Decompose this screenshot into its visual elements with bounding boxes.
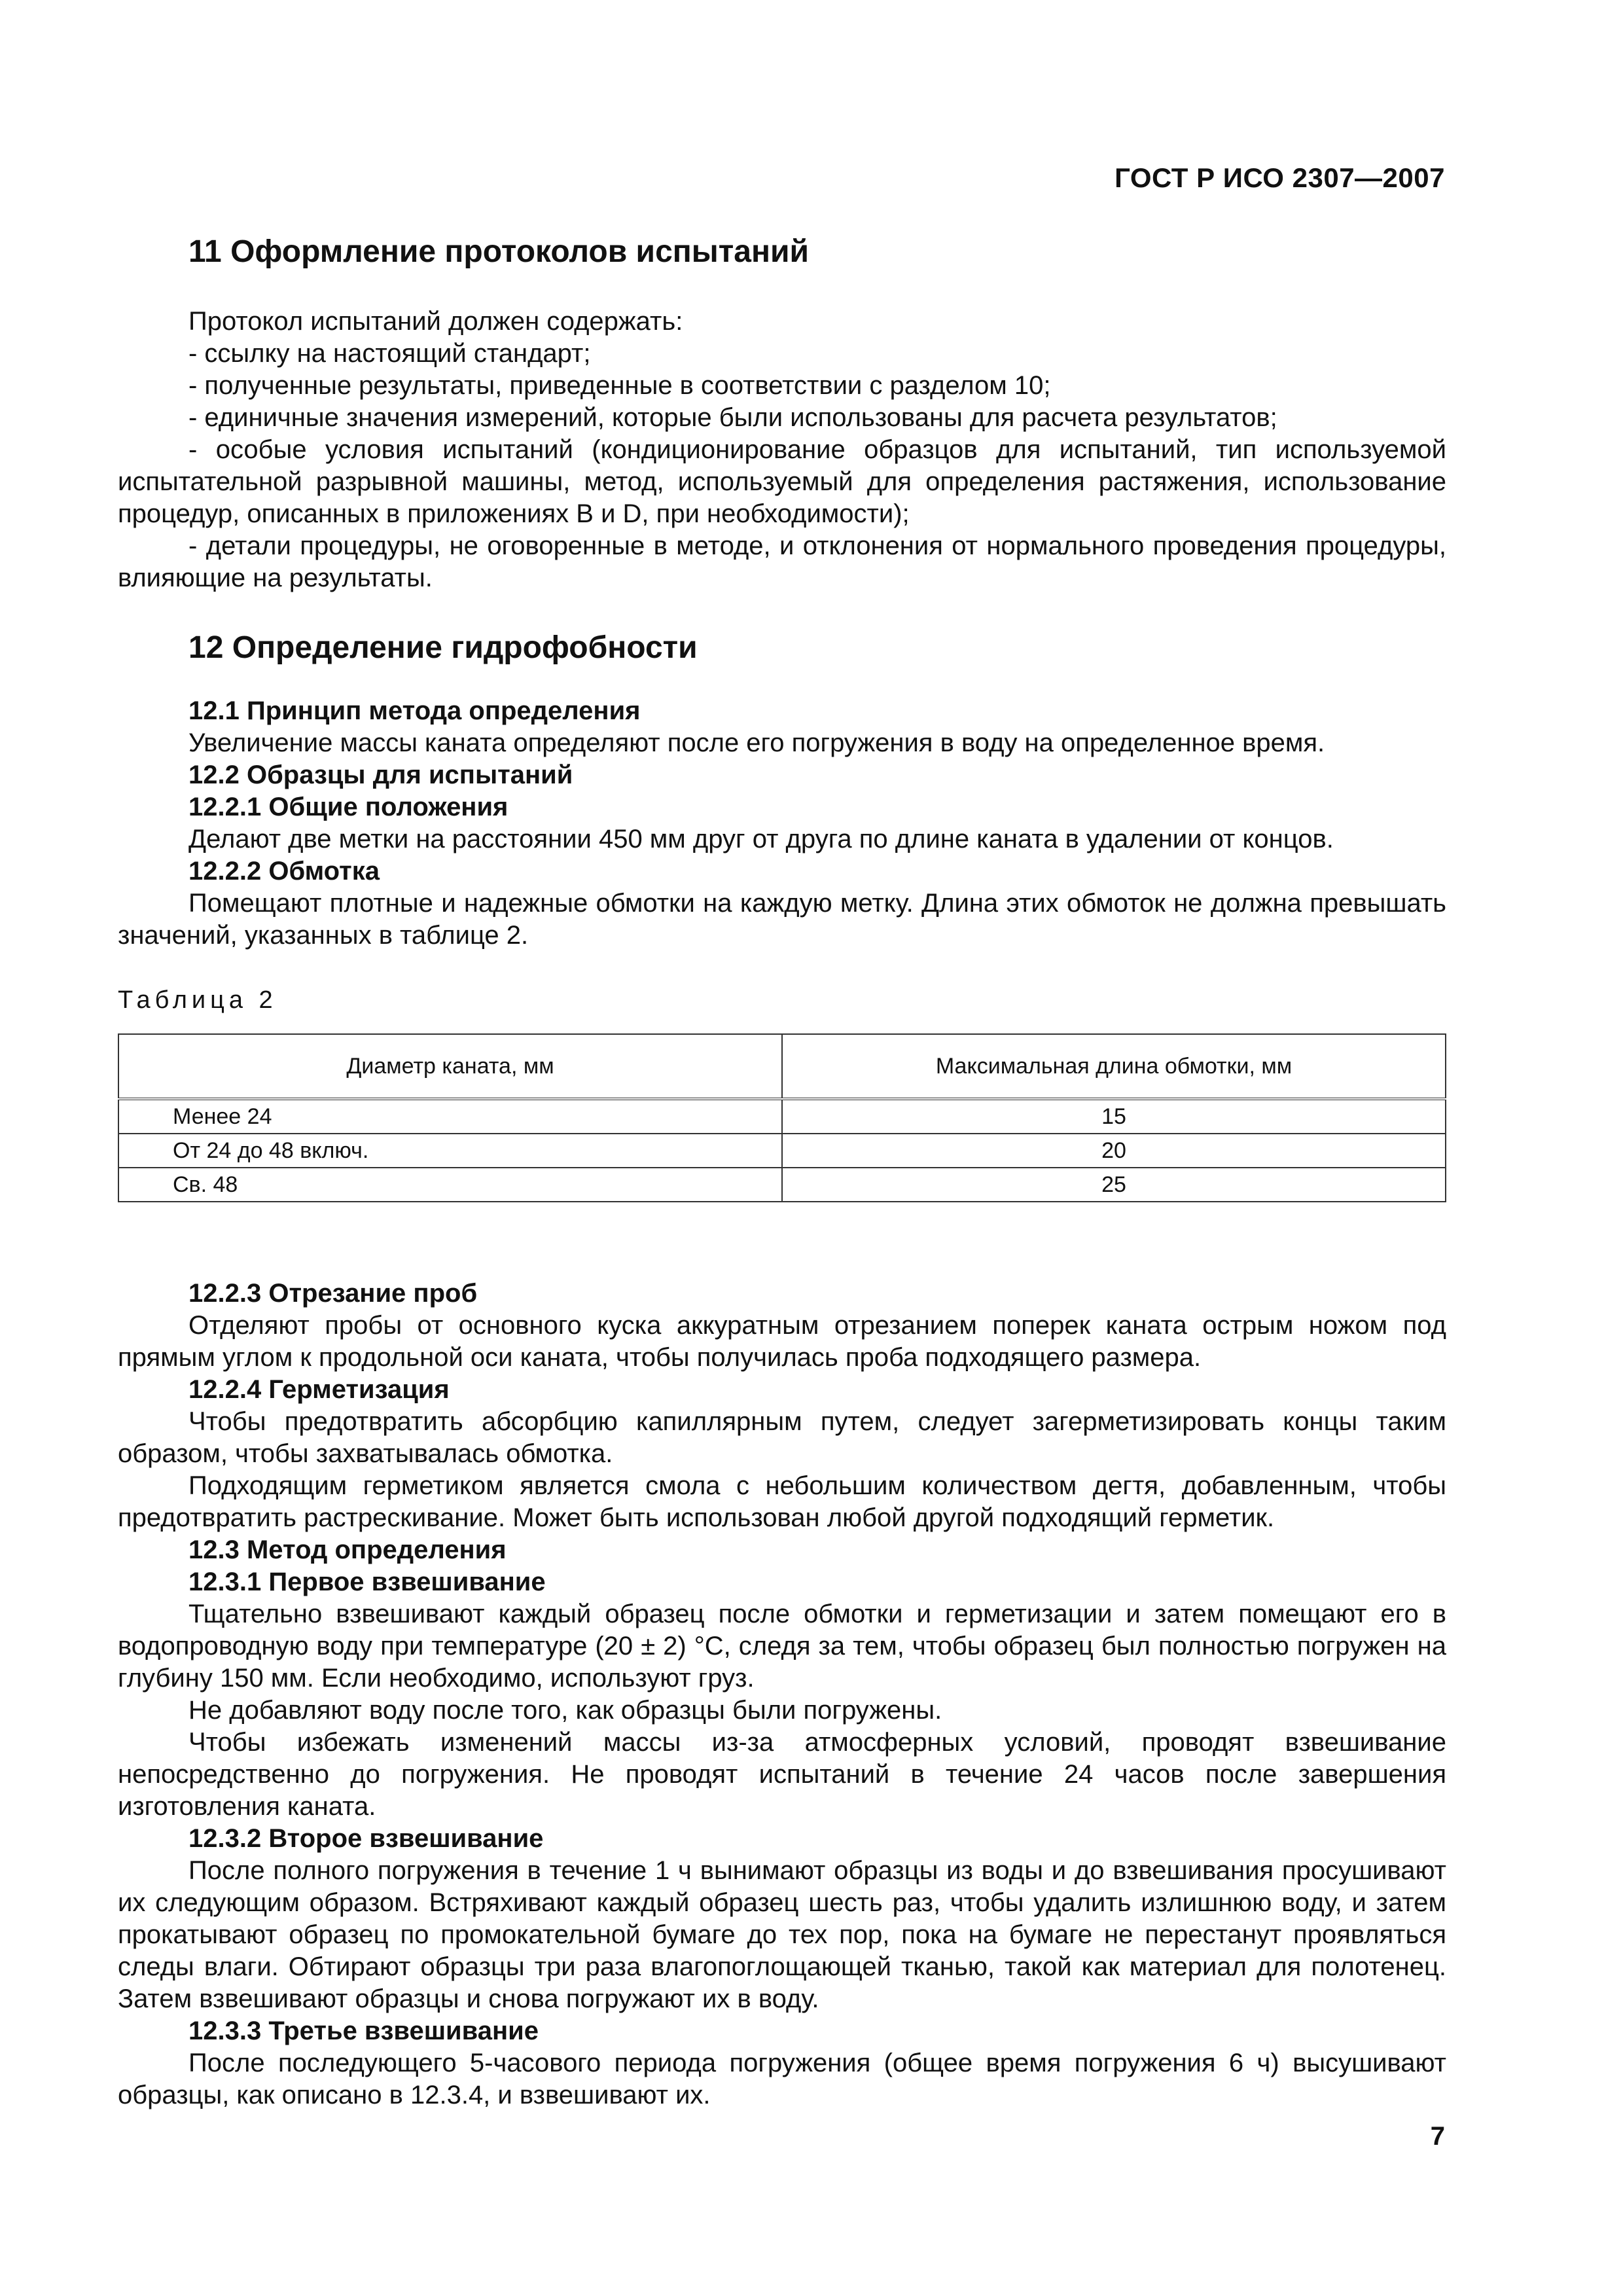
paragraph: Делают две метки на расстоянии 450 мм друг от друга по длине каната в удалении от концов. — [188, 825, 1334, 853]
table-header-cell: Диаметр каната, мм — [118, 1034, 782, 1099]
table-caption: Таблица 2 — [118, 986, 277, 1014]
subsection-heading: 12.3 Метод определения — [188, 1535, 507, 1564]
table-header-cell: Максимальная длина обмотки, мм — [782, 1034, 1446, 1099]
document-code: ГОСТ Р ИСО 2307—2007 — [1115, 162, 1445, 193]
paragraph: После последующего 5-часового периода погружения (общее время погружения 6 ч) высушивают образцы, как описано в 12.3.4, и взвешивают их. — [118, 2049, 1446, 2109]
subsection-heading: 12.2 Образцы для испытаний — [188, 761, 573, 789]
table-row — [118, 1168, 1446, 1202]
paragraph: Чтобы избежать изменений массы из-за атмосферных условий, проводят взвешивание непосредственно до погружения. Не проводят испытаний в течение 24 часов после завершения изготовления каната. — [118, 1728, 1446, 1821]
table-2 — [118, 1033, 1446, 1202]
subsection-heading: 12.2.1 Общие положения — [188, 793, 508, 821]
table-cell: От 24 до 48 включ. — [118, 1134, 782, 1168]
page-content — [118, 232, 1446, 2111]
table-row — [118, 1099, 1446, 1134]
paragraph: Тщательно взвешивают каждый образец после обмотки и герметизации и затем помещают его в водопроводную воду при температуре (20 ± 2) °С, следя за тем, чтобы образец был полностью погружен на глубину 150 мм. Если необходимо, используют груз. — [118, 1600, 1446, 1693]
section-11-heading: 11 Оформление протоколов испытаний — [188, 234, 809, 269]
section-12-heading: 12 Определение гидрофобности — [188, 630, 698, 665]
paragraph: После полного погружения в течение 1 ч вынимают образцы из воды и до взвешивания просушивают их следующим образом. Встряхивают каждый образец шесть раз, чтобы удалить излишнюю воду, и затем прокатывают образец по промокательной бумаге до тех пор, пока на бумаге не перестанут проявляться следы влаги. Обтирают образцы три раза влагопоглощающей тканью, такой как материал для полотенец. Затем взвешивают образцы и снова погружают их в воду. — [118, 1856, 1446, 2013]
table-cell: 15 — [782, 1099, 1446, 1134]
paragraph: Отделяют пробы от основного куска аккуратным отрезанием поперек каната острым ножом под прямым углом к продольной оси каната, чтобы получилась проба подходящего размера. — [118, 1311, 1446, 1372]
subsection-heading: 12.2.2 Обмотка — [188, 857, 380, 886]
paragraph: Протокол испытаний должен содержать: — [188, 307, 683, 336]
subsection-heading: 12.2.3 Отрезание проб — [188, 1279, 478, 1308]
paragraph: Помещают плотные и надежные обмотки на каждую метку. Длина этих обмоток не должна превышать значений, указанных в таблице 2. — [118, 889, 1446, 950]
subsection-heading: 12.3.2 Второе взвешивание — [188, 1824, 544, 1853]
subsection-heading: 12.2.4 Герметизация — [188, 1375, 450, 1404]
paragraph: Не добавляют воду после того, как образцы были погружены. — [188, 1696, 942, 1725]
list-item: - детали процедуры, не оговоренные в методе, и отклонения от нормального проведения процедуры, влияющие на результаты. — [118, 531, 1446, 592]
table-header-row — [118, 1034, 1446, 1099]
table-row — [118, 1134, 1446, 1168]
table-cell: Св. 48 — [118, 1168, 782, 1202]
list-item: - ссылку на настоящий стандарт; — [188, 339, 591, 368]
paragraph: Увеличение массы каната определяют после его погружения в воду на определенное время. — [188, 728, 1325, 757]
table-cell: Менее 24 — [118, 1099, 782, 1134]
list-item: - единичные значения измерений, которые были использованы для расчета результатов; — [188, 403, 1277, 432]
list-item: - полученные результаты, приведенные в соответствии с разделом 10; — [188, 371, 1051, 400]
subsection-heading: 12.1 Принцип метода определения — [188, 696, 641, 725]
list-item: - особые условия испытаний (кондиционирование образцов для испытаний, тип используемой испытательной разрывной машины, метод, используемый для определения растяжения, использование процедур, описанных в приложениях В и D, при необходимости); — [118, 435, 1446, 528]
paragraph: Чтобы предотвратить абсорбцию капиллярным путем, следует загерметизировать концы таким образом, чтобы захватывалась обмотка. — [118, 1407, 1446, 1468]
paragraph: Подходящим герметиком является смола с небольшим количеством дегтя, добавленным, чтобы предотвратить растрескивание. Может быть использован любой другой подходящий герметик. — [118, 1471, 1446, 1532]
table-cell: 25 — [782, 1168, 1446, 1202]
table-cell: 20 — [782, 1134, 1446, 1168]
subsection-heading: 12.3.3 Третье взвешивание — [188, 2017, 539, 2045]
page-number: 7 — [1430, 2122, 1445, 2151]
subsection-heading: 12.3.1 Первое взвешивание — [188, 1568, 546, 1596]
